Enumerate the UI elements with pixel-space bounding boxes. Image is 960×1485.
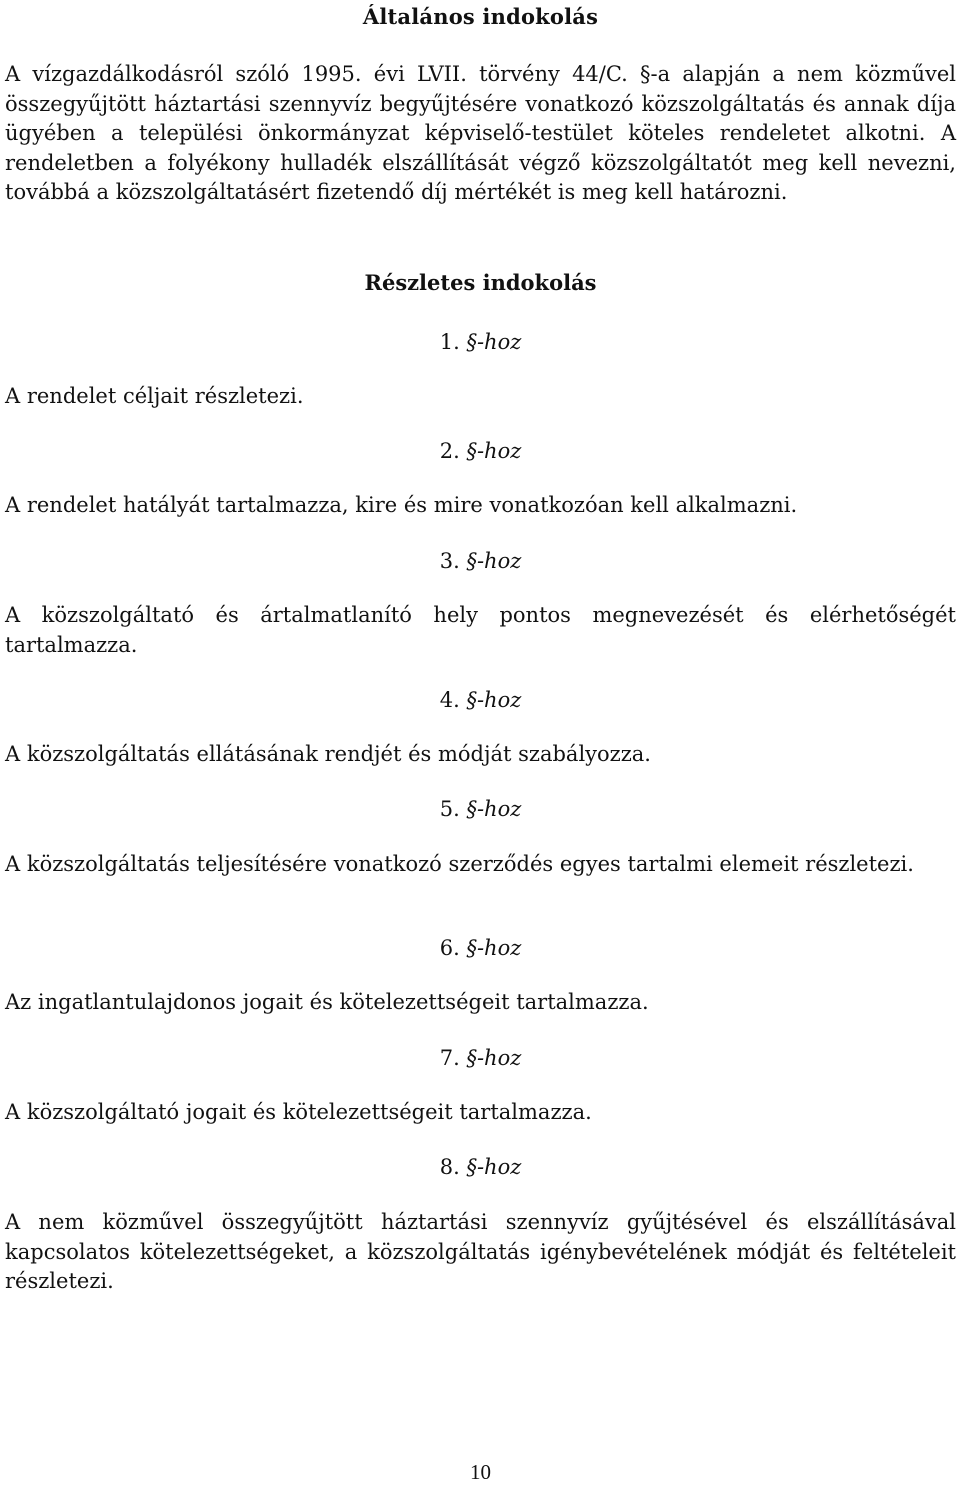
section-1-text: A rendelet céljait részletezi. [5,384,304,408]
section-5-text: A közszolgáltatás teljesítésére vonatkozó szerződés egyes tartalmi elemeit részletezi. [5,852,914,876]
section-suffix: §-hoz [466,936,522,960]
section-8-heading [5,1155,956,1179]
section-suffix: §-hoz [466,797,522,821]
section-7-heading [5,1046,956,1070]
general-justification-paragraph: A vízgazdálkodásról szóló 1995. évi LVII. törvény 44/C. §-a alapján a nem közművel összegyűjtött háztartási szennyvíz begyűjtésére vonatkozó közszolgáltatás és annak díja ügyében a települési önkormányzat képviselő-testület köteles rendeletet alkotni. A rendeletben a folyékony hulladék elszállítását végző közszolgáltatót meg kell nevezni, továbbá a közszolgáltatásért fizetendő díj mértékét is meg kell határozni. [5,62,956,204]
section-7-text: A közszolgáltató jogait és kötelezettségeit tartalmazza. [5,1100,592,1124]
section-suffix: §-hoz [466,1046,522,1070]
section-suffix: §-hoz [466,549,522,573]
section-3-text: A közszolgáltató és ártalmatlanító hely pontos megnevezését és elérhetőségét tartalmazza. [5,603,956,657]
section-number: 8. [439,1155,460,1179]
section-number: 4. [439,688,460,712]
page-number: 10 [470,1460,491,1484]
section-number: 3. [439,549,460,573]
general-justification-title: Általános indokolás [362,4,599,29]
section-suffix: §-hoz [466,330,522,354]
section-6-heading [5,936,956,960]
section-number: 2. [439,439,460,463]
section-4-heading [5,688,956,712]
section-4-text: A közszolgáltatás ellátásának rendjét és módját szabályozza. [5,742,651,766]
section-5-heading [5,797,956,821]
section-number: 5. [439,797,460,821]
section-2-heading [5,439,956,463]
section-suffix: §-hoz [466,688,522,712]
section-2-text: A rendelet hatályát tartalmazza, kire és mire vonatkozóan kell alkalmazni. [5,493,798,517]
section-suffix: §-hoz [466,1155,522,1179]
section-number: 7. [439,1046,460,1070]
section-3-heading [5,549,956,573]
section-6-text: Az ingatlantulajdonos jogait és kötelezettségeit tartalmazza. [5,990,649,1014]
section-number: 6. [439,936,460,960]
detailed-justification-title: Részletes indokolás [364,270,597,295]
section-8-text: A nem közművel összegyűjtött háztartási szennyvíz gyűjtésével és elszállításával kapcsolatos kötelezettségeket, a közszolgáltatás igénybevételének módját és feltételeit részletezi. [5,1210,956,1293]
section-1-heading [5,330,956,354]
section-number: 1. [439,330,460,354]
section-suffix: §-hoz [466,439,522,463]
